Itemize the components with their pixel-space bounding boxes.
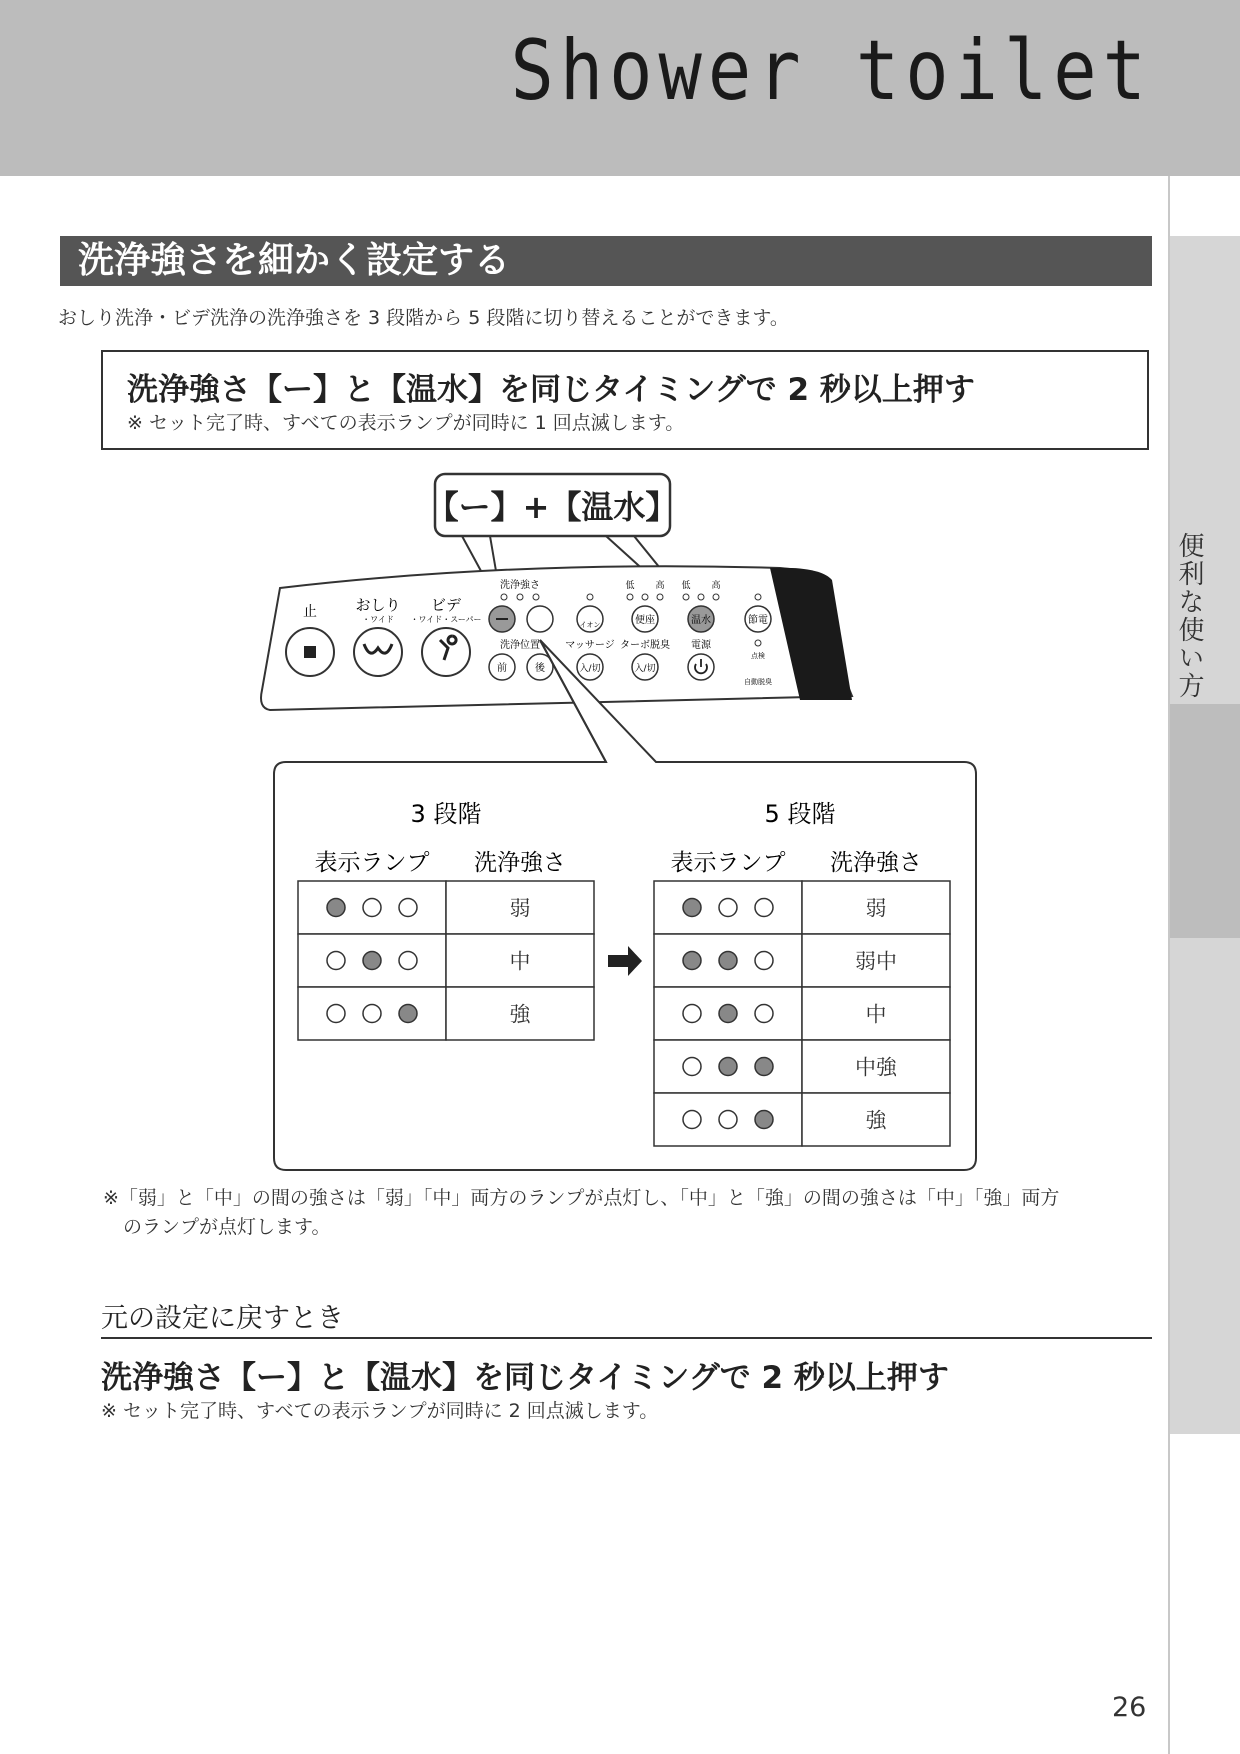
- lamp-on-icon: [399, 1005, 417, 1023]
- lamp-off-icon: [719, 1111, 737, 1129]
- brand-logo: Shower toilet: [510, 22, 1152, 119]
- seat-label: 便座: [635, 615, 655, 626]
- massage-onoff-label: 入/切: [579, 664, 601, 674]
- lamp-on-icon: [719, 1058, 737, 1076]
- lamp-off-icon: [683, 1111, 701, 1129]
- lamp-off-icon: [755, 1005, 773, 1023]
- levels5-col-lamp: 表示ランプ: [670, 850, 786, 876]
- lamp-off-icon: [719, 899, 737, 917]
- oshiri-sub-label: ・ワイド: [362, 615, 394, 624]
- stop-icon: [304, 646, 316, 658]
- oshiri-label: おしり: [355, 596, 401, 614]
- lamp-on-icon: [327, 899, 345, 917]
- levels5-strength-label: 弱: [865, 896, 887, 921]
- lamp-off-icon: [399, 952, 417, 970]
- reset-note: ※ セット完了時、すべての表示ランプが同時に 2 回点滅します。: [101, 1400, 659, 1422]
- power-label: 電源: [691, 640, 711, 651]
- bidet-sub-label: ・ワイド・スーパー: [410, 615, 482, 624]
- lamp-on-icon: [755, 1058, 773, 1076]
- stop-label: 止: [303, 604, 317, 620]
- section-title: 洗浄強さを細かく設定する: [78, 240, 511, 281]
- levels5-row: [654, 987, 950, 1040]
- levels5-row: [654, 1093, 950, 1146]
- lamp-on-icon: [683, 952, 701, 970]
- massage-label: マッサージ: [565, 640, 615, 651]
- callout-label: 【ー】+【温水】: [426, 488, 678, 526]
- levels5-strength-label: 中: [865, 1002, 887, 1027]
- lamp-off-icon: [755, 899, 773, 917]
- lamp-off-icon: [363, 899, 381, 917]
- instruction-title: 洗浄強さ【ー】と【温水】を同じタイミングで 2 秒以上押す: [127, 372, 975, 408]
- lamp-on-icon: [719, 952, 737, 970]
- turbo-label: ターボ脱臭: [620, 640, 670, 651]
- levels3-strength-label: 弱: [509, 896, 531, 921]
- control-panel: [261, 566, 852, 710]
- reset-heading: 元の設定に戻すとき: [101, 1303, 344, 1334]
- lamp-off-icon: [327, 952, 345, 970]
- levels5-strength-label: 中強: [855, 1055, 897, 1080]
- side-tab-label: 便利な使い方: [1174, 532, 1204, 700]
- intro-text: おしり洗浄・ビデ洗浄の洗浄強さを 3 段階から 5 段階に切り替えることができます。: [58, 307, 789, 329]
- page-number: 26: [1112, 1692, 1147, 1723]
- position-front-label: 前: [497, 663, 507, 674]
- strength-label: 洗浄強さ: [500, 580, 540, 591]
- levels3-strength-label: 強: [509, 1002, 531, 1027]
- lamp-off-icon: [327, 1005, 345, 1023]
- lamp-off-icon: [683, 1005, 701, 1023]
- levels5-row: [654, 881, 950, 934]
- levels3-col-strength: 洗浄強さ: [474, 850, 566, 876]
- footnote-line1: ※「弱」と「中」の間の強さは「弱」「中」両方のランプが点灯し、「中」と「強」の間の強さは「中」「強」両方: [103, 1187, 1060, 1209]
- save-label: 節電: [748, 615, 768, 626]
- levels5-table: [654, 881, 950, 1146]
- footnote-line2: のランプが点灯します。: [123, 1216, 331, 1238]
- seat-low-label: 低: [625, 581, 635, 591]
- position-label: 洗浄位置: [500, 640, 540, 651]
- auto-deodorize-label: 自動脱臭: [744, 678, 772, 686]
- lamp-on-icon: [719, 1005, 737, 1023]
- reset-title: 洗浄強さ【ー】と【温水】を同じタイミングで 2 秒以上押す: [101, 1360, 949, 1396]
- strength-plus-button[interactable]: [527, 606, 553, 632]
- bidet-label: ビデ: [430, 596, 462, 614]
- warm-water-label: 温水: [691, 615, 711, 626]
- levels3-row: [298, 987, 594, 1040]
- turbo-onoff-label: 入/切: [634, 664, 656, 674]
- position-back-label: 後: [535, 663, 545, 674]
- lamp-off-icon: [683, 1058, 701, 1076]
- lamp-off-icon: [755, 952, 773, 970]
- lamp-on-icon: [683, 899, 701, 917]
- levels3-row: [298, 881, 594, 934]
- timer-label: 点検: [751, 652, 765, 660]
- reset-divider: [101, 1337, 1152, 1339]
- levels3-table: [298, 881, 594, 1040]
- levels3-heading: 3 段階: [410, 800, 482, 828]
- footnote: [103, 1184, 1153, 1242]
- lamp-on-icon: [755, 1111, 773, 1129]
- instruction-note: ※ セット完了時、すべての表示ランプが同時に 1 回点滅します。: [127, 412, 685, 434]
- levels3-col-lamp: 表示ランプ: [314, 850, 430, 876]
- levels3-row: [298, 934, 594, 987]
- water-high-label: 高: [711, 581, 721, 591]
- lamp-on-icon: [363, 952, 381, 970]
- oshiri-button[interactable]: [354, 628, 402, 676]
- seat-high-label: 高: [655, 581, 665, 591]
- levels5-strength-label: 強: [865, 1108, 887, 1133]
- levels5-strength-label: 弱中: [855, 949, 897, 974]
- lamp-off-icon: [363, 1005, 381, 1023]
- levels5-row: [654, 1040, 950, 1093]
- ion-label: イオン: [579, 621, 601, 629]
- levels3-strength-label: 中: [509, 949, 531, 974]
- levels5-row: [654, 934, 950, 987]
- levels5-heading: 5 段階: [764, 800, 836, 828]
- lamp-off-icon: [399, 899, 417, 917]
- water-low-label: 低: [681, 581, 691, 591]
- levels5-col-strength: 洗浄強さ: [830, 850, 922, 876]
